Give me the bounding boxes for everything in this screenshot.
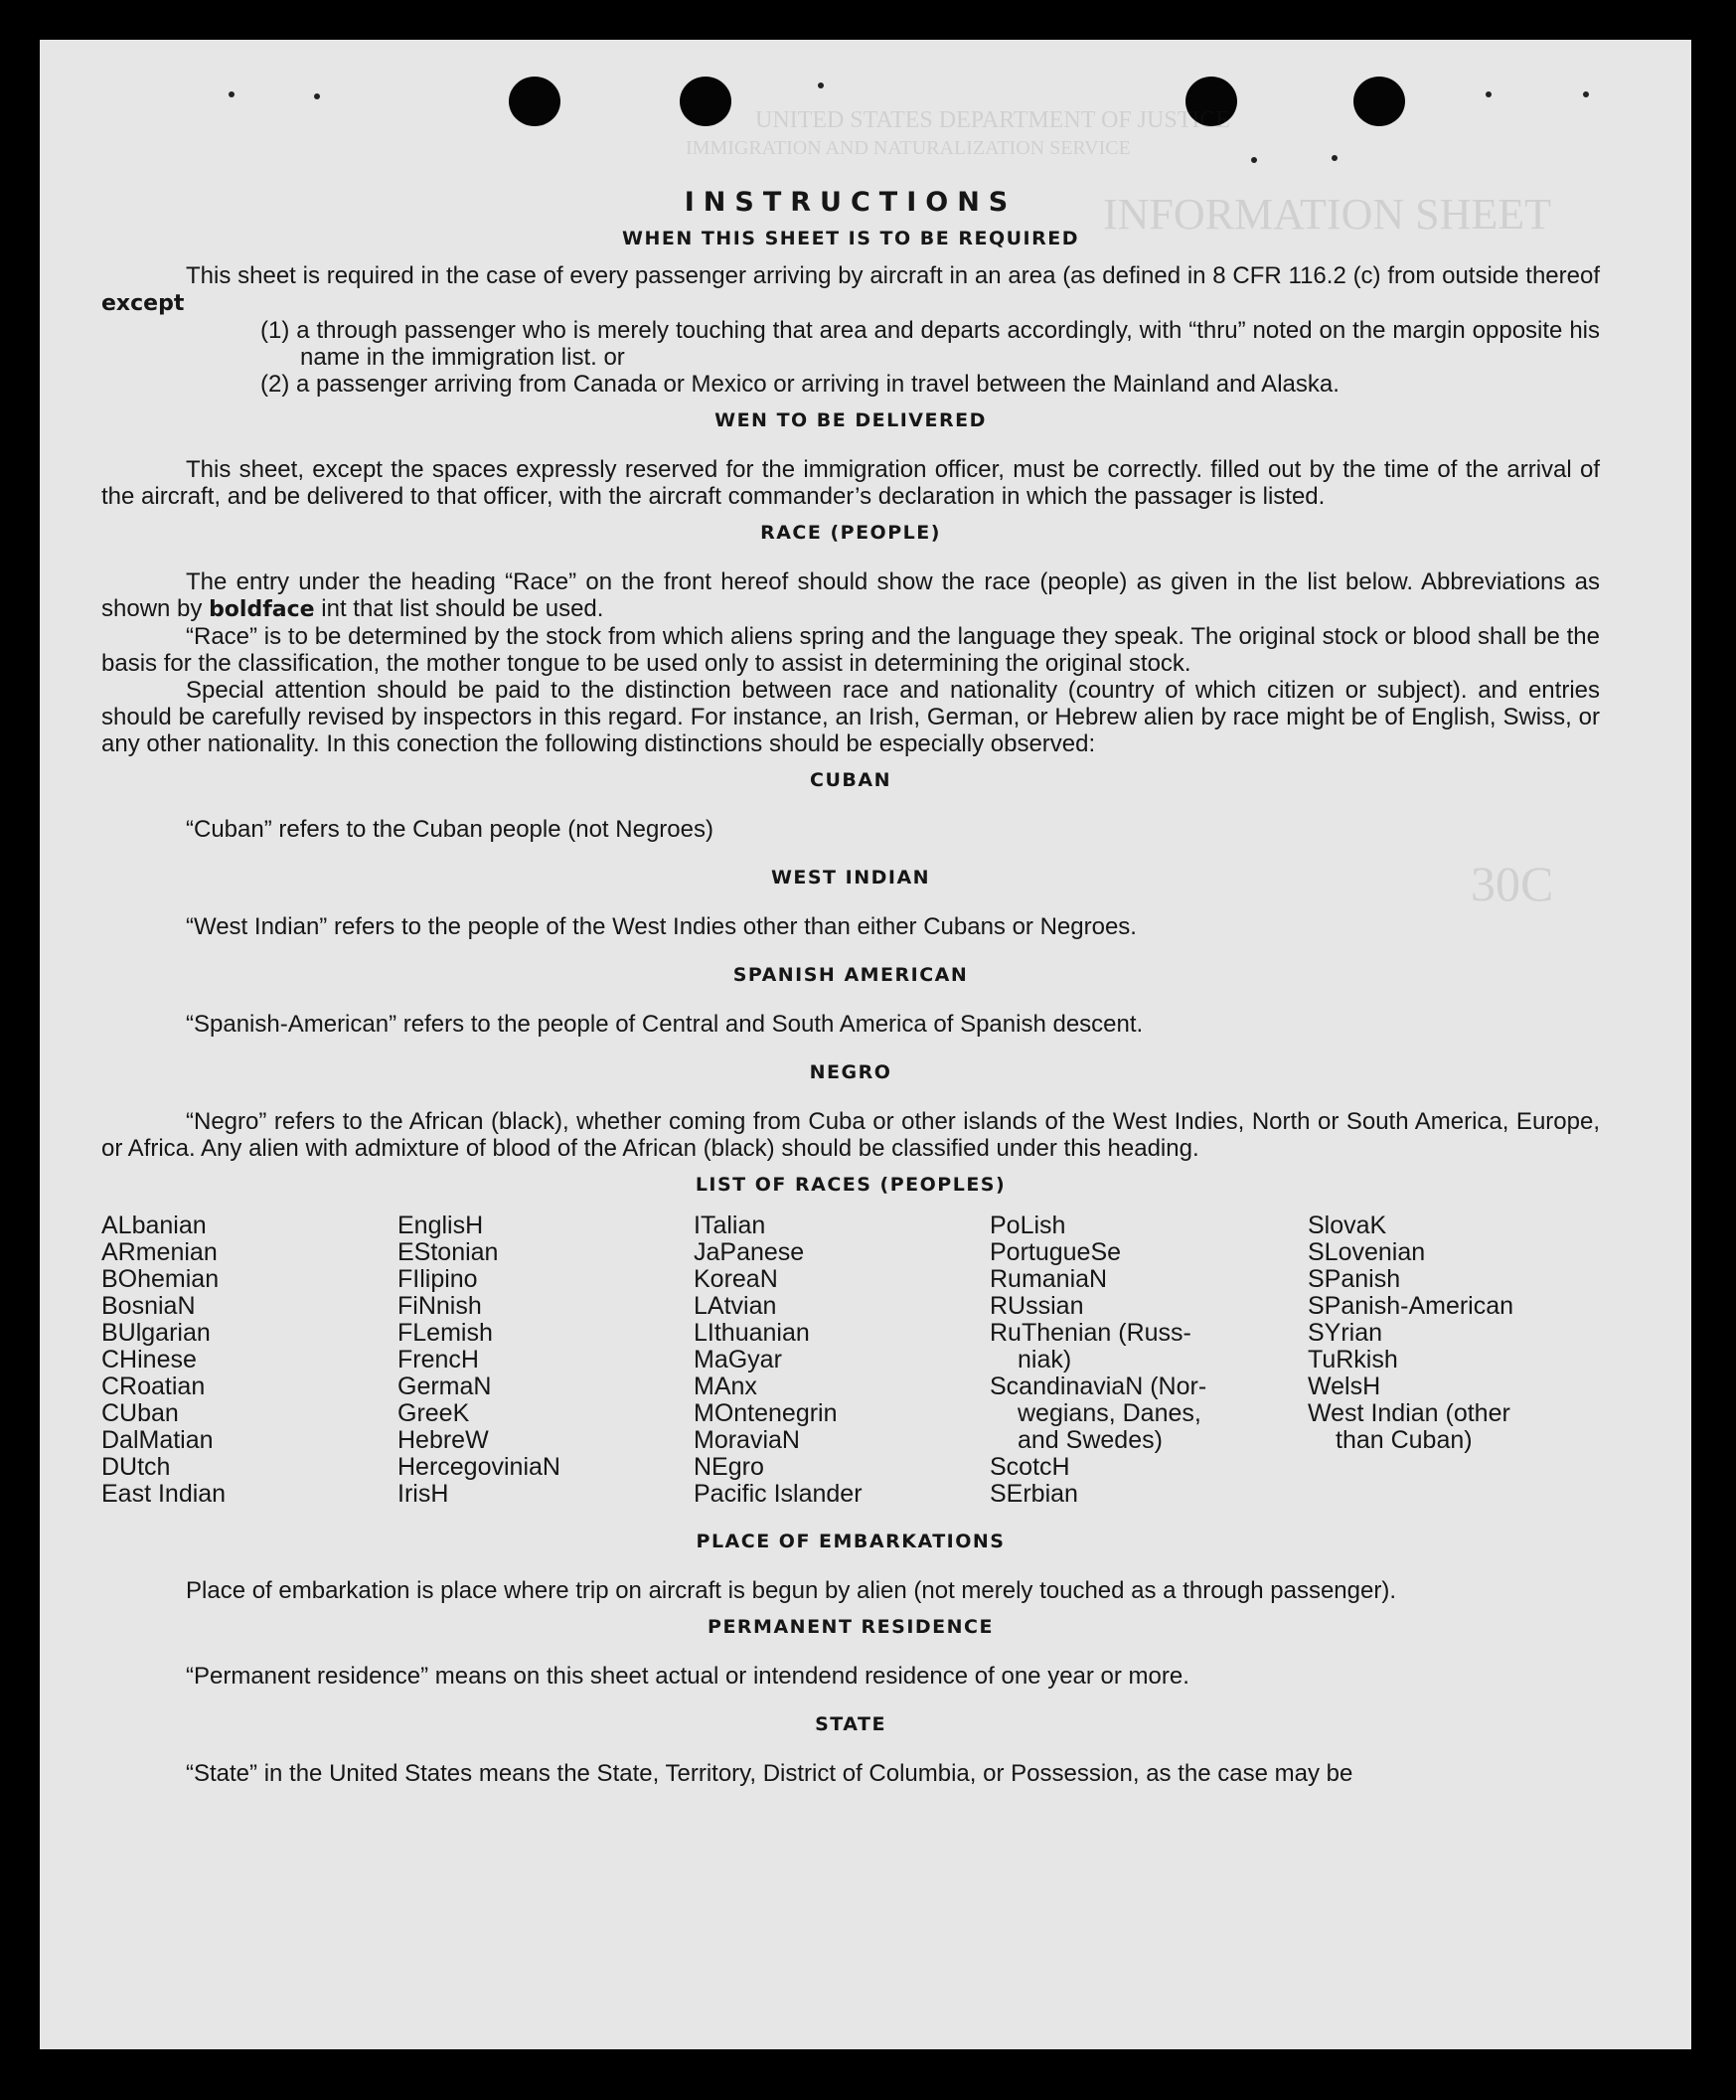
race-entry: KoreaN bbox=[694, 1265, 778, 1293]
heading-place-of-embarkation: PLACE OF EMBARKATIONS bbox=[696, 1531, 1006, 1552]
race-entry: GermaN bbox=[397, 1373, 492, 1400]
speck bbox=[1486, 91, 1492, 97]
heading-west-indian: WEST INDIAN bbox=[770, 867, 931, 888]
paragraph-spanish-american: “Spanish-American” refers to the people of Central and South America of Spanish descent. bbox=[186, 1011, 1144, 1038]
race-entry: WelsH bbox=[1308, 1373, 1381, 1400]
race-entry: JaPanese bbox=[694, 1238, 805, 1266]
race-entry: Pacific Islander bbox=[694, 1480, 863, 1508]
heading-cuban: CUBAN bbox=[810, 769, 891, 791]
heading-negro: NEGRO bbox=[809, 1061, 892, 1083]
speck bbox=[229, 91, 235, 97]
speck bbox=[314, 93, 320, 99]
race-entry: CRoatian bbox=[101, 1373, 206, 1400]
instructions-body bbox=[101, 189, 1600, 1787]
race-entry: BUlgarian bbox=[101, 1319, 211, 1347]
race-column-2 bbox=[397, 1212, 560, 1508]
race-entry: BosniaN bbox=[101, 1292, 196, 1320]
show-through-text: INFORMATION SHEET bbox=[1103, 190, 1551, 239]
race-entry: West Indian (other bbox=[1308, 1399, 1510, 1427]
race-column-5 bbox=[1308, 1212, 1513, 1454]
race-list bbox=[101, 1212, 1600, 1519]
paragraph-embarkation: Place of embarkation is place where trip on aircraft is begun by alien (not merely touched as a through passenger). bbox=[186, 1577, 1396, 1604]
race-entry: PoLish bbox=[990, 1212, 1066, 1239]
race-entry: MaGyar bbox=[694, 1346, 782, 1373]
race-entry: RUssian bbox=[990, 1292, 1084, 1320]
race-entry: IrisH bbox=[397, 1480, 449, 1508]
race-entry: NEgro bbox=[694, 1453, 764, 1481]
heading-state: STATE bbox=[815, 1713, 886, 1735]
race-entry: LIthuanian bbox=[694, 1319, 810, 1347]
speck bbox=[1251, 157, 1257, 163]
paragraph-west-indian: “West Indian” refers to the people of the West Indies other than either Cubans or Negroes. bbox=[186, 913, 1137, 940]
show-through-text: 30C bbox=[1471, 856, 1554, 911]
race-entry: MOntenegrin bbox=[694, 1399, 838, 1427]
race-entry: HercegoviniaN bbox=[397, 1453, 560, 1481]
race-entry: RuThenian (Russ- bbox=[990, 1319, 1191, 1347]
paragraph-race-3: Special attention should be paid to the distinction between race and nationality (country of which citizen or subject). and entries should be carefully revised by inspectors in this regard. For instance, an Irish, German, or Hebrew alien by race might be of English, Swiss, or any other nationality. In this conection the following distinctions should be especially observed: bbox=[101, 677, 1600, 757]
heading-race: RACE (PEOPLE) bbox=[760, 522, 941, 544]
race-entry: ITalian bbox=[694, 1212, 766, 1239]
race-entry: DalMatian bbox=[101, 1426, 214, 1454]
paragraph-race-1: The entry under the heading “Race” on the front hereof should show the race (people) as given in the list below. Abbreviations as shown by boldface int that list should be used. bbox=[101, 568, 1600, 622]
race-entry: HebreW bbox=[397, 1426, 489, 1454]
speck bbox=[818, 82, 824, 88]
paragraph-negro: “Negro” refers to the African (black), whether coming from Cuba or other islands of the West Indies, North or South America, Europe, or Africa. Any alien with admixture of blood of the African (black) should be classified under this heading. bbox=[101, 1108, 1600, 1162]
race-entry: FIlipino bbox=[397, 1265, 478, 1293]
race-entry: ScandinaviaN (Nor- bbox=[990, 1373, 1207, 1400]
race-entry: SPanish bbox=[1308, 1265, 1401, 1293]
race-entry: TuRkish bbox=[1308, 1346, 1398, 1373]
heading-when-required: WHEN THIS SHEET IS TO BE REQUIRED bbox=[621, 228, 1079, 249]
heading-list-of-races: LIST OF RACES (PEOPLES) bbox=[695, 1174, 1007, 1196]
race-entry: ARmenian bbox=[101, 1238, 218, 1266]
race-entry: niak) bbox=[1018, 1346, 1072, 1373]
main-title: INSTRUCTIONS bbox=[684, 187, 1018, 218]
race-entry: SErbian bbox=[990, 1480, 1078, 1508]
race-entry: FrencH bbox=[397, 1346, 479, 1373]
race-column-3 bbox=[694, 1212, 863, 1508]
race-entry: SlovaK bbox=[1308, 1212, 1387, 1239]
race-entry: SYrian bbox=[1308, 1319, 1383, 1347]
race-entry: East Indian bbox=[101, 1480, 227, 1508]
paragraph-race-2: “Race” is to be determined by the stock from which aliens spring and the language they speak. The original stock or blood shall be the basis for the classification, the mother tongue to be used only to assist in determining the original stock. bbox=[101, 623, 1600, 677]
race-entry: EStonian bbox=[397, 1238, 499, 1266]
race-entry: MoraviaN bbox=[694, 1426, 800, 1454]
race-entry: GreeK bbox=[397, 1399, 470, 1427]
race-entry: CUban bbox=[101, 1399, 179, 1427]
paragraph-requirement: This sheet is required in the case of every passenger arriving by aircraft in an area (as defined in 8 CFR 116.2 (c) from outside thereof except bbox=[101, 262, 1600, 316]
race-column-4 bbox=[990, 1212, 1206, 1508]
heading-spanish-american: SPANISH AMERICAN bbox=[732, 964, 969, 986]
paragraph-delivery: This sheet, except the spaces expressly reserved for the immigration officer, must be correctly. filled out by the time of the arrival of the aircraft, and be delivered to that officer, with the aircraft commander’s declaration in which the passager is listed. bbox=[101, 456, 1600, 510]
race-entry: ALbanian bbox=[101, 1212, 207, 1239]
race-column-1 bbox=[101, 1212, 226, 1508]
speck bbox=[1332, 155, 1338, 161]
show-through-text: IMMIGRATION AND NATURALIZATION SERVICE bbox=[686, 137, 1131, 159]
race-entry: FiNnish bbox=[397, 1292, 482, 1320]
heading-permanent-residence: PERMANENT RESIDENCE bbox=[708, 1616, 994, 1638]
race-entry: SPanish-American bbox=[1308, 1292, 1514, 1320]
race-entry: wegians, Danes, bbox=[1018, 1399, 1201, 1427]
punch-hole bbox=[680, 77, 731, 126]
race-entry: FLemish bbox=[397, 1319, 493, 1347]
race-entry: LAtvian bbox=[694, 1292, 777, 1320]
heading-when-delivered: WEN TO BE DELIVERED bbox=[714, 409, 987, 431]
race-entry: EnglisH bbox=[397, 1212, 484, 1239]
race-entry: BOhemian bbox=[101, 1265, 220, 1293]
list-item-exception-2: (2) a passenger arriving from Canada or Mexico or arriving in travel between the Mainland and Alaska. bbox=[260, 371, 1340, 398]
race-entry: than Cuban) bbox=[1336, 1426, 1473, 1454]
punch-hole bbox=[509, 77, 560, 126]
race-entry: and Swedes) bbox=[1018, 1426, 1163, 1454]
race-entry: CHinese bbox=[101, 1346, 197, 1373]
race-entry: SLovenian bbox=[1308, 1238, 1426, 1266]
paragraph-cuban: “Cuban” refers to the Cuban people (not Negroes) bbox=[186, 816, 713, 843]
list-item-exception-1: (1) a through passenger who is merely touching that area and departs accordingly, with “thru” noted on the margin opposite his name in the immigration list. or bbox=[260, 317, 1600, 371]
bold-boldface: boldface bbox=[209, 597, 315, 622]
race-entry: DUtch bbox=[101, 1453, 171, 1481]
show-through-text: UNITED STATES DEPARTMENT OF JUSTICE bbox=[755, 107, 1231, 133]
paragraph-permanent-residence: “Permanent residence” means on this sheet actual or intendend residence of one year or more. bbox=[186, 1663, 1189, 1690]
bold-except: except bbox=[101, 291, 185, 316]
race-entry: PortugueSe bbox=[990, 1238, 1122, 1266]
race-entry: RumaniaN bbox=[990, 1265, 1108, 1293]
speck bbox=[1583, 91, 1589, 97]
punch-hole bbox=[1353, 77, 1405, 126]
punch-hole bbox=[1185, 77, 1237, 126]
race-entry: ScotcH bbox=[990, 1453, 1070, 1481]
race-entry: MAnx bbox=[694, 1373, 757, 1400]
paragraph-state: “State” in the United States means the State, Territory, District of Columbia, or Possession, as the case may be bbox=[186, 1760, 1353, 1787]
document-page bbox=[40, 40, 1691, 2049]
